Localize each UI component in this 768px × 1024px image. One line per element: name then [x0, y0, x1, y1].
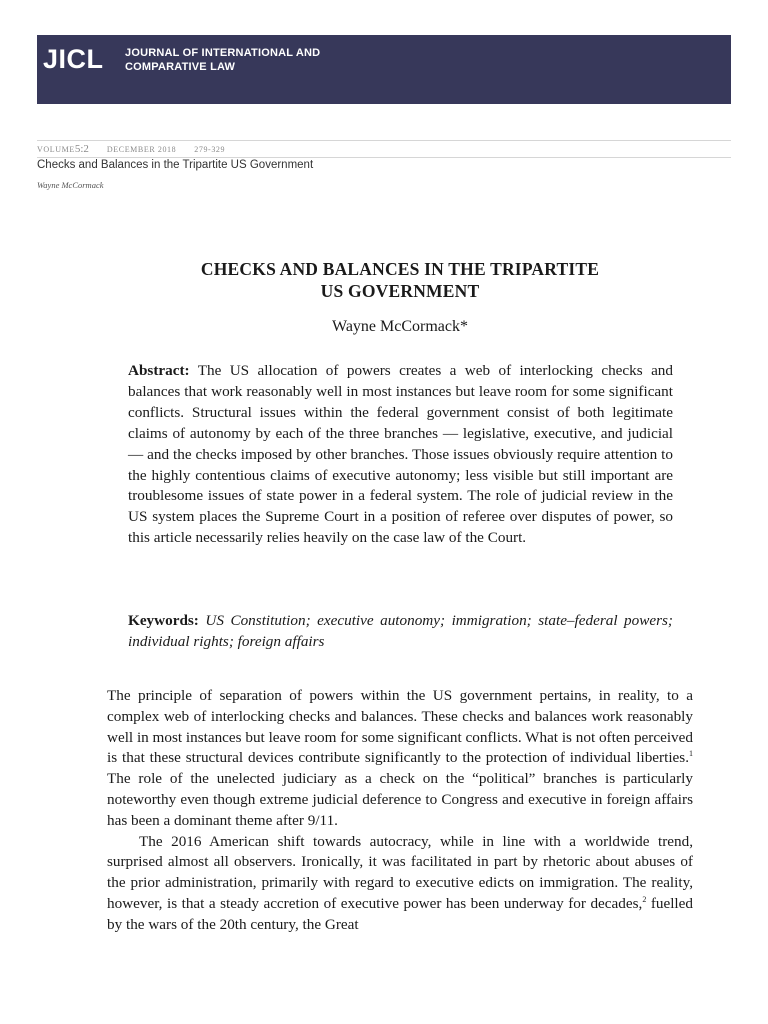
journal-name-line1: JOURNAL OF INTERNATIONAL AND — [125, 47, 321, 59]
paragraph-1-text-a: The principle of separation of powers within the US government pertains, in reality, to a complex web of interlocking checks and balances. These checks and balances work reasonably well in most instances but leave room for some significant conflicts. What is not often perceived is that these structural devices contribute significantly to the protection of individual liberties. — [107, 687, 693, 767]
paper-title-line1: CHECKS AND BALANCES IN THE TRIPARTITE — [200, 259, 600, 279]
abstract-label: Abstract: — [128, 362, 190, 379]
volume-label: VOLUME — [37, 145, 75, 154]
paragraph-2 — [107, 832, 693, 936]
paragraph-2-text-a: The 2016 American shift towards autocracy, while in line with a worldwide trend, surprised almost all observers. Ironically, it was facilitated in part by rhetoric about abuses of the prior administration, primarily with regard to executive edicts on immigration. The reality, however, is that a steady accretion of executive power has been underway for decades, — [107, 832, 693, 912]
journal-banner — [37, 35, 731, 104]
journal-name — [125, 46, 320, 74]
article-author-link[interactable]: Wayne McCormack — [37, 180, 104, 190]
paragraph-2-text-b: fuelled by the wars of the 20th century, the Great — [107, 894, 693, 933]
volume-number: 5:2 — [74, 143, 89, 155]
page-range: 279-329 — [194, 145, 226, 154]
divider-mid — [37, 157, 731, 158]
footnote-ref-1[interactable]: 1 — [689, 749, 693, 759]
abstract-text: The US allocation of powers creates a web of interlocking checks and balances that work reasonably well in most instances but leave room for some significant conflicts. Structural issues within the federal government consist of both legitimate claims of autonomy by each of the three branches — legislative, executive, and judicial — and the checks imposed by other branches. Those issues obviously require attention to the highly contentious claims of executive autonomy; less visible but still important are troublesome issues of state power in a federal system. The role of judicial review in the US system places the Supreme Court in a position of referee over disputes of power, so this article necessarily relies heavily on the case law of the Court. — [128, 362, 673, 547]
body-text — [107, 686, 693, 936]
paper-author: Wayne McCormack* — [332, 318, 468, 335]
paper-title-line2: US GOVERNMENT — [320, 281, 480, 301]
paragraph-1 — [107, 686, 693, 832]
paper-title — [100, 258, 700, 302]
journal-name-line2: COMPARATIVE LAW — [125, 61, 236, 73]
divider-top — [37, 140, 731, 141]
journal-logo: JICL — [43, 44, 104, 74]
keywords-label: Keywords: — [128, 612, 199, 629]
issue-date: DECEMBER 2018 — [106, 145, 177, 154]
footnote-ref-2[interactable]: 2 — [642, 894, 647, 904]
article-title-link[interactable]: Checks and Balances in the Tripartite US Government — [37, 159, 314, 171]
abstract — [128, 361, 673, 549]
keywords — [128, 611, 673, 653]
keywords-text: US Constitution; executive autonomy; immigration; state–federal powers; individual rights; foreign affairs — [128, 612, 673, 650]
issue-meta — [37, 143, 225, 155]
paragraph-1-text-b: The role of the unelected judiciary as a check on the “political” branches is particularly noteworthy even though extreme judicial deference to Congress and executive in foreign affairs has been a dominant theme after 9/11. — [107, 770, 693, 829]
